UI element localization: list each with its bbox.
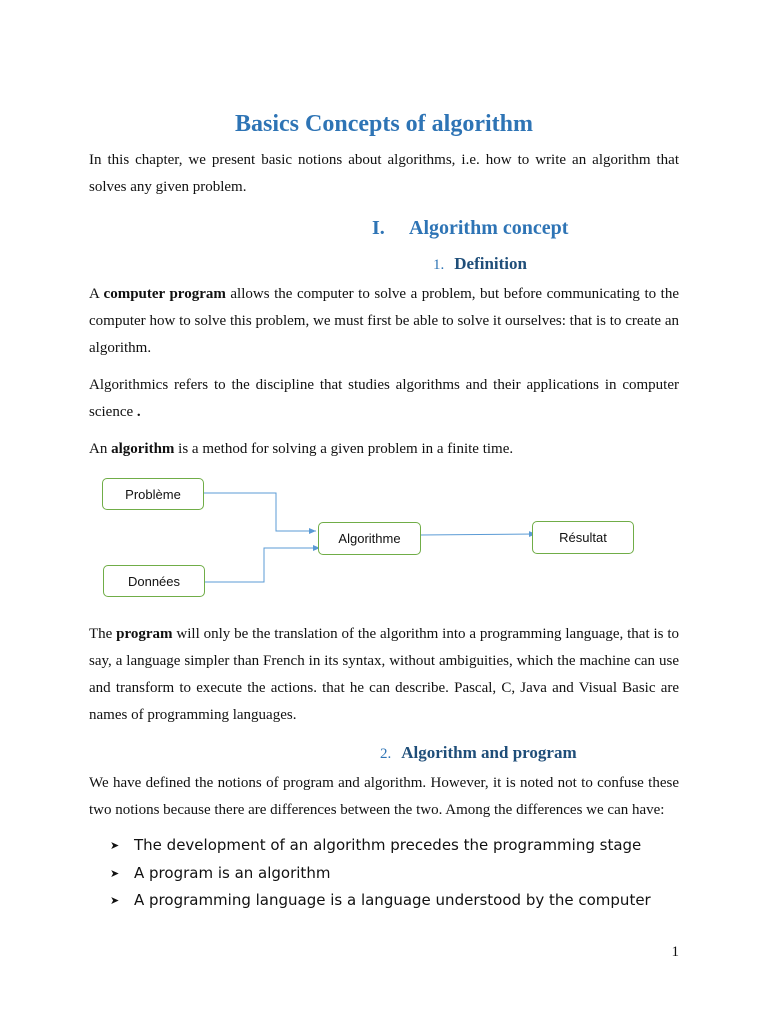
node-probleme: Problème xyxy=(102,478,204,510)
text-run: A xyxy=(89,286,104,302)
list-item-text: A programming language is a language understood by the computer xyxy=(134,891,651,909)
definition-paragraph-2 xyxy=(89,372,679,426)
arrowhead-bullet-icon: ➤ xyxy=(110,894,120,907)
subheading-definition xyxy=(433,252,527,277)
bold-term-algorithm: algorithm xyxy=(111,441,175,457)
text-run: Algorithmics refers to the discipline that studies algorithms and their applications in computer science xyxy=(89,377,679,420)
differences-paragraph: We have defined the notions of program and algorithm. However, it is noted not to confuse these two notions because there are differences between the two. Among the differences we can have: xyxy=(89,775,679,818)
page-title: Basics Concepts of algorithm xyxy=(235,111,533,137)
text-run: is a method for solving a given problem in a finite time. xyxy=(174,441,514,457)
bold-term-computer-program: computer program xyxy=(103,286,226,302)
bold-period: . xyxy=(136,404,141,420)
node-resultat: Résultat xyxy=(532,521,634,554)
definition-paragraph-3 xyxy=(89,436,679,463)
section-heading-algorithm-concept xyxy=(372,214,568,242)
program-paragraph xyxy=(89,621,679,729)
subheading-title: Algorithm and program xyxy=(401,743,577,762)
connector-probleme-to-algorithme xyxy=(204,493,316,531)
intro-paragraph: In this chapter, we present basic notions about algorithms, i.e. how to write an algorithm that solves any given problem. xyxy=(89,152,679,195)
bold-term-program: program xyxy=(116,626,173,642)
node-algorithme: Algorithme xyxy=(318,522,421,555)
subheading-number: 1. xyxy=(433,257,445,273)
subheading-algorithm-and-program xyxy=(380,741,577,766)
subheading-number: 2. xyxy=(380,746,392,762)
algorithm-flow-diagram xyxy=(0,470,768,610)
connector-donnees-to-algorithme xyxy=(204,548,320,582)
text-run: An xyxy=(89,441,112,457)
text-run: allows the computer to solve a problem, but before communicating to the computer how to solve this problem, we must first be able to solve it ourselves: that is to create an algorithm. xyxy=(89,286,679,356)
list-item xyxy=(110,887,710,915)
node-donnees: Données xyxy=(103,565,205,597)
list-item-text: A program is an algorithm xyxy=(134,863,331,882)
arrowhead-bullet-icon: ➤ xyxy=(110,839,120,852)
text-run: will only be the translation of the algorithm into a programming language, that is to say, a language simpler than French in its syntax, without ambiguities, which the machine can use and transform to execute the actions. that he can describe. Pascal, C, Java and Visual Basic are names of programming languages. xyxy=(89,626,679,723)
connector-algorithme-to-resultat xyxy=(420,534,536,535)
list-item xyxy=(110,832,710,860)
differences-list xyxy=(110,832,710,915)
section-title: Algorithm concept xyxy=(409,217,569,239)
arrowhead-bullet-icon: ➤ xyxy=(110,866,120,880)
text-run: The xyxy=(89,626,117,642)
subheading-title: Definition xyxy=(454,254,527,273)
page-number: 1 xyxy=(671,944,679,960)
definition-paragraph-1 xyxy=(89,281,679,362)
list-item-text: The development of an algorithm precedes the programming stage xyxy=(134,836,642,854)
section-number: I. xyxy=(372,217,385,239)
list-item xyxy=(110,860,710,888)
